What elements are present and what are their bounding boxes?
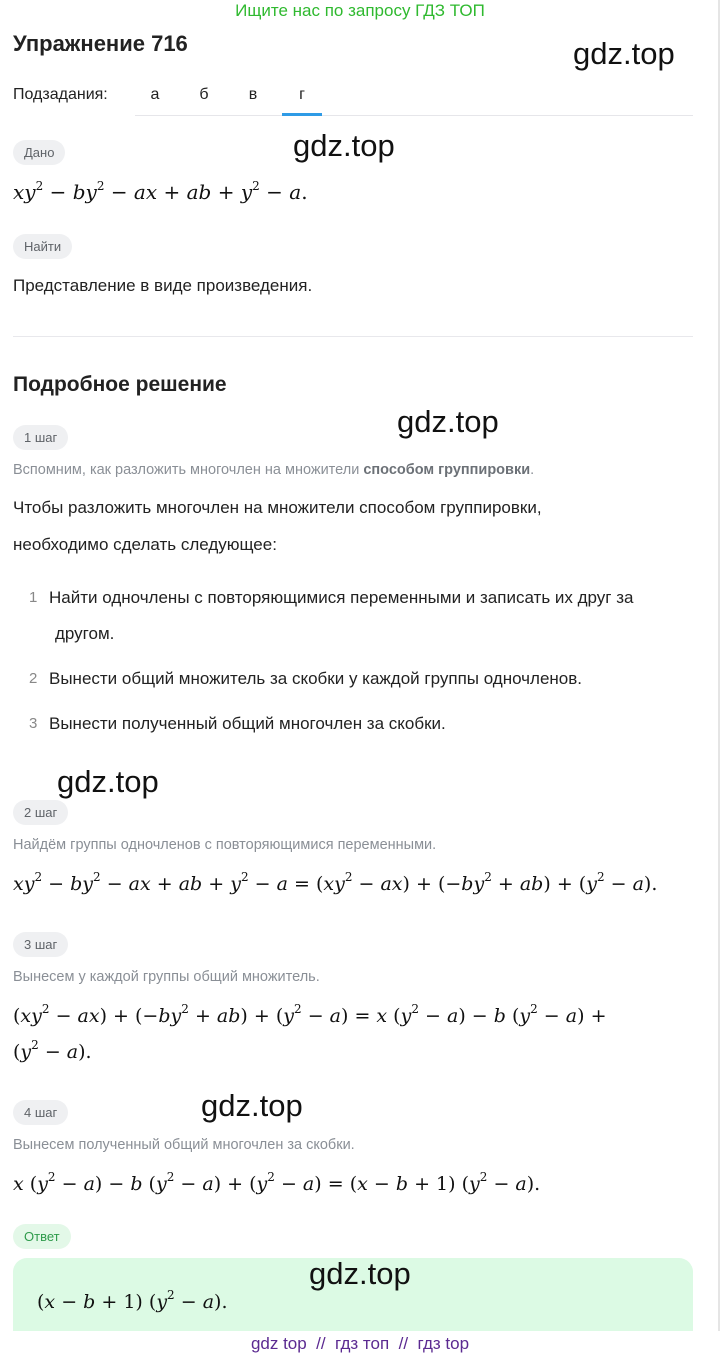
- section-divider: [13, 336, 693, 337]
- subtask-tab-g[interactable]: г: [282, 86, 322, 116]
- list-number: 2: [29, 670, 38, 687]
- step-pill: 3 шаг: [13, 932, 68, 957]
- step-paragraph: необходимо сделать следующее:: [13, 535, 277, 554]
- watermark: gdz.top: [201, 1088, 303, 1123]
- watermark: gdz.top: [293, 128, 395, 163]
- answer-pill: Ответ: [13, 1224, 71, 1249]
- footer-links[interactable]: gdz top // гдз топ // гдз top: [0, 1331, 720, 1358]
- step-pill: 4 шаг: [13, 1100, 68, 1125]
- list-item: Вынести полученный общий многочлен за скобки.: [49, 714, 446, 733]
- step-expression: $(xy^2 - ax) + (-by^2 + ab) + (y^2 - a) = x$ $(y^2 - a) - b$ $(y^2 - a)$ +: [13, 1002, 607, 1027]
- given-pill: Дано: [13, 140, 65, 165]
- subtask-tab-a[interactable]: а: [150, 86, 160, 103]
- find-pill: Найти: [13, 234, 72, 259]
- step-pill: 1 шаг: [13, 425, 68, 450]
- step-hint: Вынесем у каждой группы общий множитель.: [13, 969, 320, 985]
- find-text: Представление в виде произведения.: [13, 276, 313, 295]
- step-hint: Вспомним, как разложить многочлен на множители способом группировки.: [13, 462, 535, 478]
- step-hint: Вынесем полученный общий многочлен за скобки.: [13, 1137, 355, 1153]
- watermark: gdz.top: [397, 404, 499, 439]
- subtask-tab-v[interactable]: в: [248, 86, 258, 103]
- step-hint: Найдём группы одночленов с повторяющимися переменными.: [13, 837, 437, 853]
- watermark: gdz.top: [309, 1256, 411, 1291]
- answer-expression: (x − b + 1) $(y^2 - a)$.: [37, 1288, 228, 1313]
- step-expression: x $(y^2 - a) - b$ $(y^2 - a) + (y^2 - a) = (x - b + 1) (y^2 - a)$.: [13, 1170, 541, 1195]
- list-item: другом.: [55, 624, 115, 643]
- subtasks-tabs: [135, 80, 693, 116]
- list-item: Вынести общий множитель за скобки у каждой группы одночленов.: [49, 669, 583, 688]
- watermark: gdz.top: [573, 36, 675, 71]
- list-number: 3: [29, 715, 38, 732]
- step-expression: $(y^2 - a)$.: [13, 1038, 92, 1063]
- list-number: 1: [29, 589, 38, 606]
- given-expression: $xy^2 - by^2$ − ax + ab + $y^2 - a$.: [13, 179, 308, 204]
- step-paragraph: Чтобы разложить многочлен на множители способом группировки,: [13, 498, 542, 517]
- watermark: gdz.top: [57, 764, 159, 799]
- subtasks-label: Подзадания:: [13, 86, 108, 103]
- page-title: Упражнение 716: [13, 31, 188, 56]
- step-expression: $xy^2 - by^2$ − ax + ab + $y^2 - a = (xy^2 - ax) + (-by^2 + ab) + (y^2 - a)$.: [13, 870, 658, 895]
- solution-heading: Подробное решение: [13, 373, 227, 396]
- subtask-tab-b[interactable]: б: [199, 86, 209, 103]
- list-item: Найти одночлены с повторяющимися переменными и записать их друг за: [49, 588, 634, 607]
- step-pill: 2 шаг: [13, 800, 68, 825]
- search-banner[interactable]: Ищите нас по запросу ГДЗ ТОП: [235, 1, 485, 20]
